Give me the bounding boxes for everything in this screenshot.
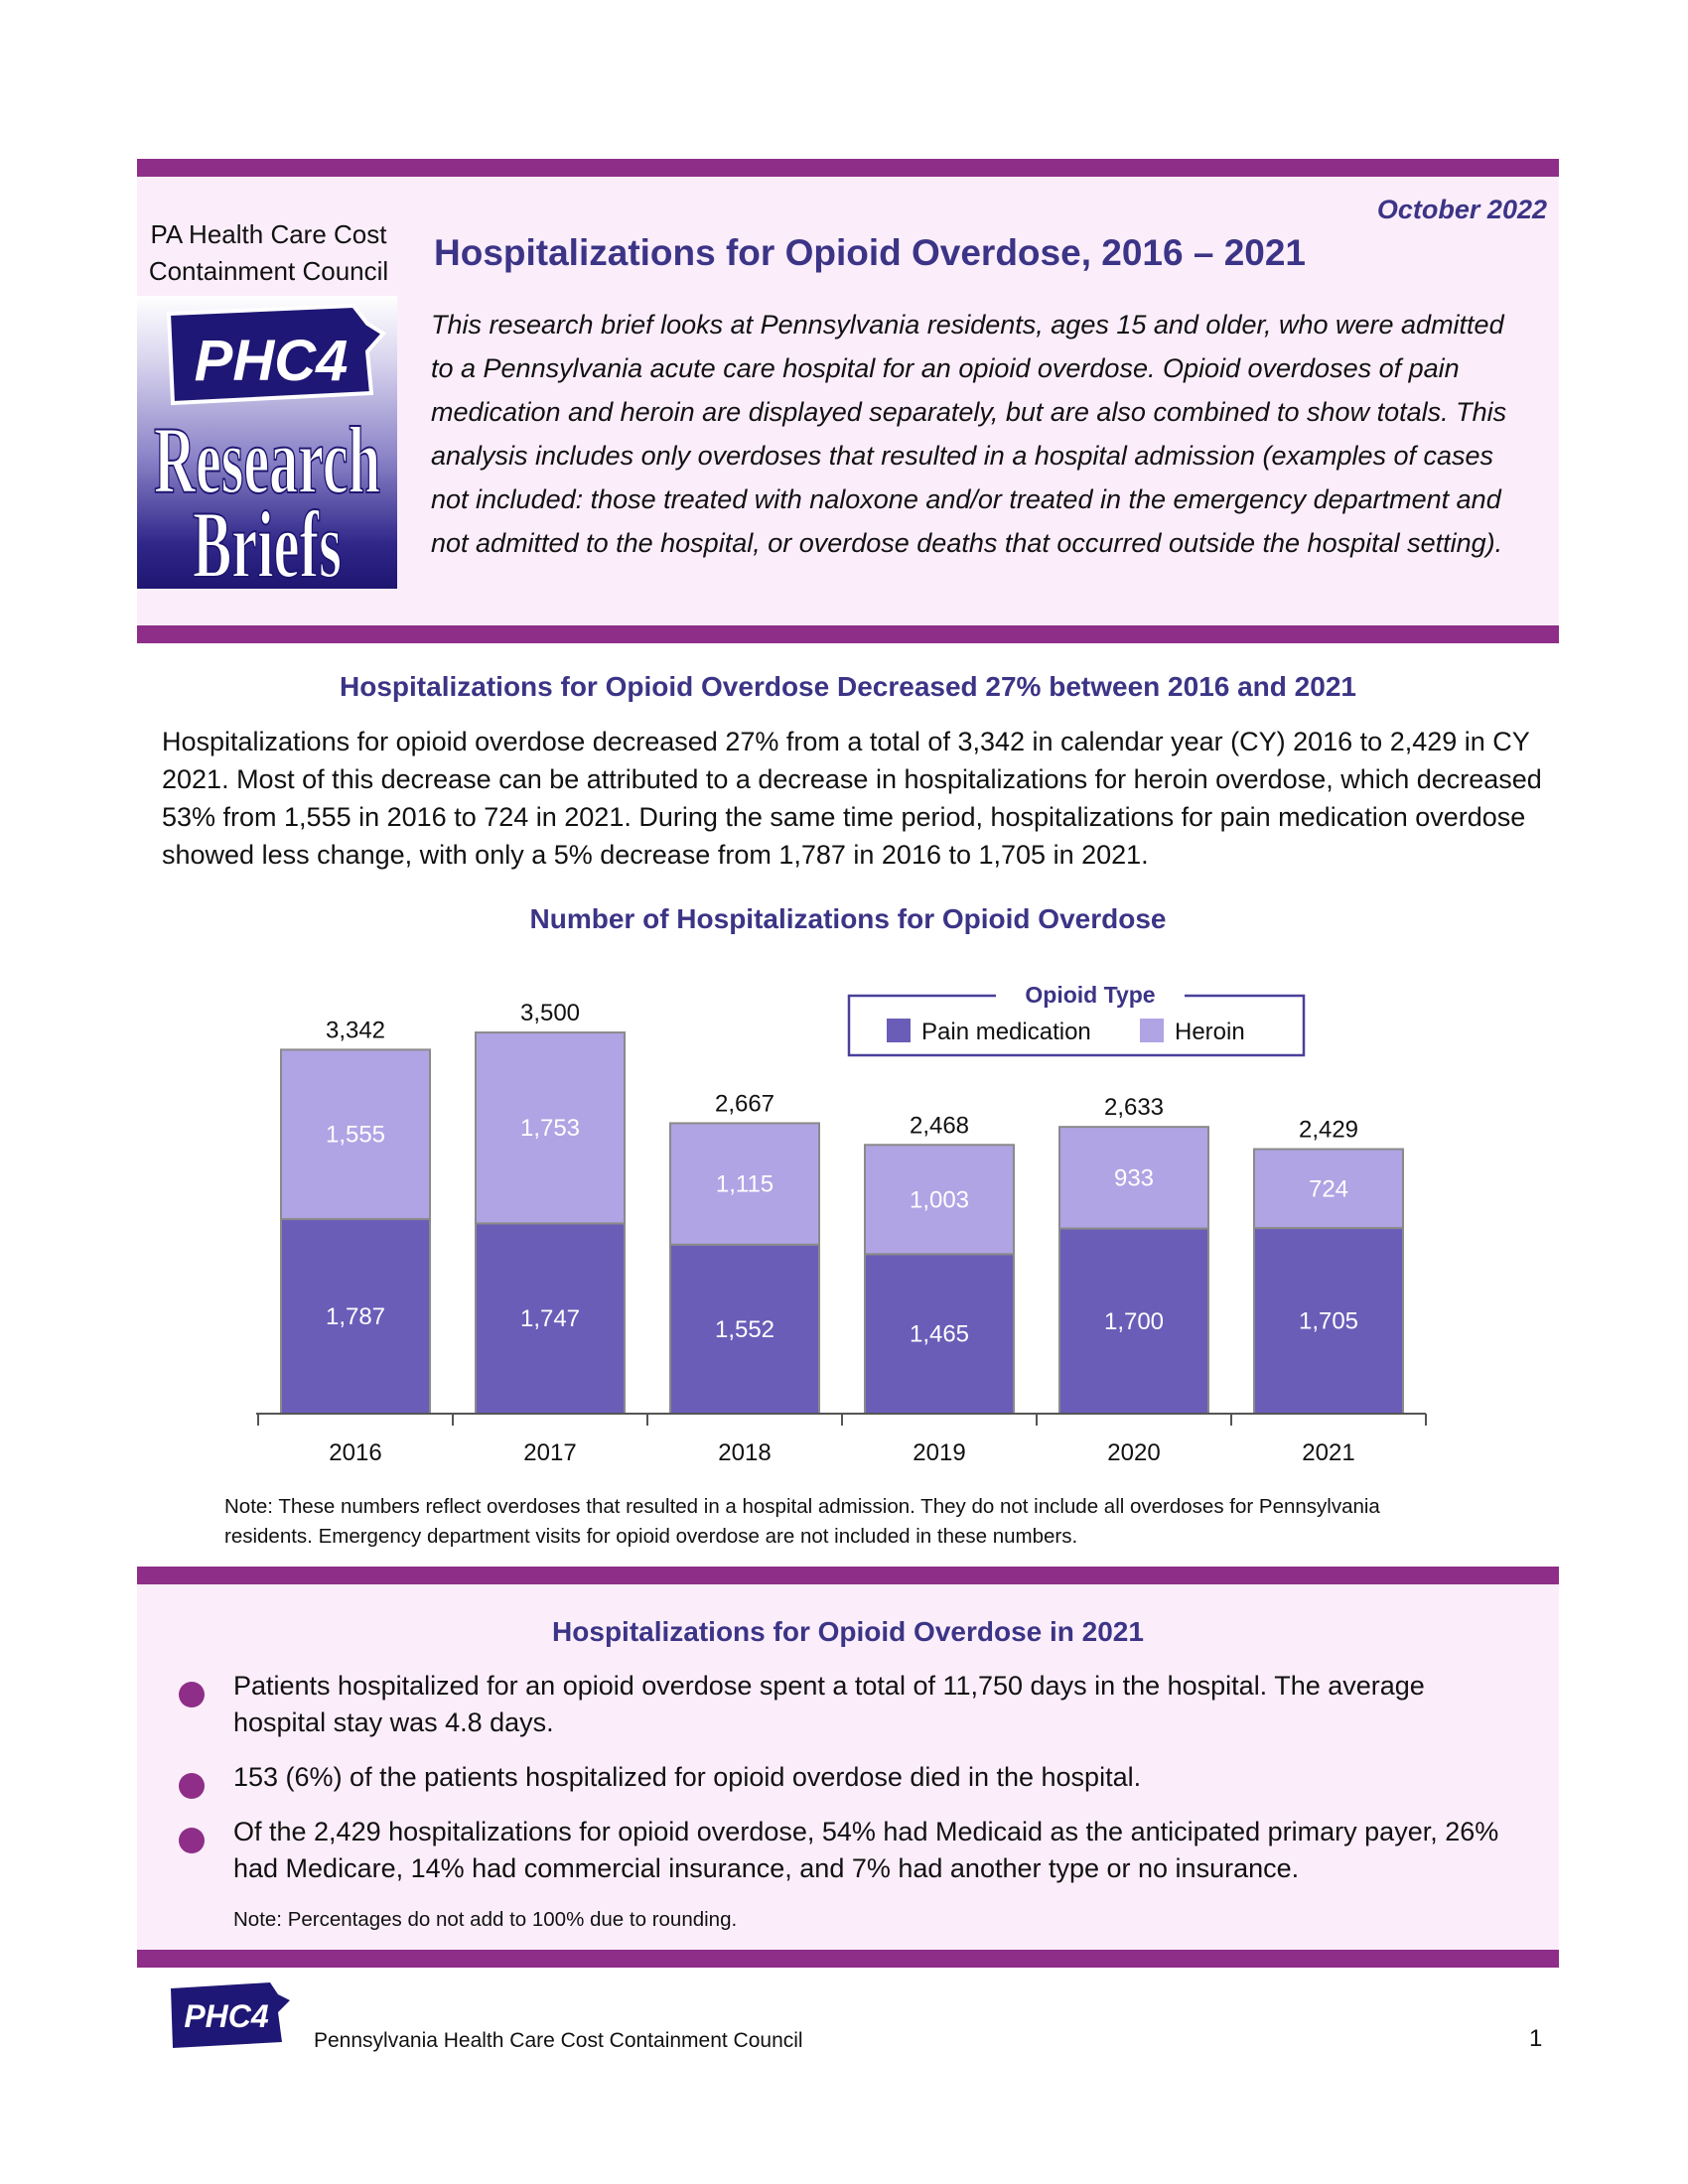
section2-note: Note: Percentages do not add to 100% due to rounding. bbox=[233, 1908, 738, 1931]
data-label-total: 3,342 bbox=[325, 1017, 386, 1044]
data-label-heroin: 1,115 bbox=[715, 1170, 774, 1198]
section2-title: Hospitalizations for Opioid Overdose in 2021 bbox=[552, 1616, 1144, 1647]
x-tick-label: 2017 bbox=[523, 1439, 577, 1466]
legend-label-pain-medication: Pain medication bbox=[921, 1019, 1091, 1045]
data-label-heroin: 1,003 bbox=[909, 1186, 970, 1214]
page-title: Hospitalizations for Opioid Overdose, 2016 – 2021 bbox=[434, 232, 1307, 273]
intro-paragraph: This research brief looks at Pennsylvania residents, ages 15 and older, who were admitted to a Pennsylvania acute care hospital for an opioid overdose. Opioid overdoses of pain medication and heroin are displayed separately, but are also combined to show totals. This analysis includes only overdoses that resulted in a hospital admission (examples of cases not included: those treated with naloxone and/or treated in the emergency department and not admitted to the hospital, or overdose deaths that occurred outside the hospital setting). bbox=[431, 310, 1507, 558]
bars-group bbox=[281, 1000, 1403, 1414]
logo-text: PHC4 bbox=[194, 329, 349, 393]
list-item bbox=[179, 1668, 1509, 1741]
data-label-pain-medication: 1,787 bbox=[325, 1302, 386, 1330]
data-label-total: 2,633 bbox=[1103, 1094, 1165, 1122]
publication-date: October 2022 bbox=[1376, 195, 1547, 224]
data-label-total: 2,429 bbox=[1298, 1116, 1359, 1144]
footer-logo-text: PHC4 bbox=[184, 1998, 269, 2034]
data-label-heroin: 933 bbox=[1113, 1164, 1155, 1192]
footer-phc4-logo bbox=[167, 1980, 294, 2052]
bullet-text: 153 (6%) of the patients hospitalized for opioid overdose died in the hospital. bbox=[233, 1762, 1142, 1792]
bullet-dot-icon bbox=[179, 1682, 205, 1707]
data-label-total: 3,500 bbox=[519, 1000, 581, 1027]
chart-legend bbox=[849, 981, 1304, 1055]
data-label-heroin: 724 bbox=[1308, 1175, 1349, 1203]
data-label-pain-medication: 1,700 bbox=[1103, 1307, 1165, 1335]
bullet-text: Patients hospitalized for an opioid overdose spent a total of 11,750 days in the hospital. The average hospital stay was 4.8 days. bbox=[233, 1671, 1425, 1737]
list-item bbox=[179, 1759, 1509, 1796]
x-tick-label: 2021 bbox=[1302, 1439, 1355, 1466]
footer-org-name: Pennsylvania Health Care Cost Containment Council bbox=[314, 2029, 803, 2052]
data-label-pain-medication: 1,705 bbox=[1298, 1307, 1359, 1335]
chart-note: Note: These numbers reflect overdoses that resulted in a hospital admission. They do not include all overdoses for Pennsylvania residents. Emergency department visits for opioid overdose are not included in these numbers. bbox=[224, 1495, 1380, 1548]
bullet-dot-icon bbox=[179, 1773, 205, 1799]
data-label-pain-medication: 1,465 bbox=[909, 1320, 970, 1348]
x-tick-label: 2016 bbox=[329, 1439, 382, 1466]
section1-title: Hospitalizations for Opioid Overdose Decreased 27% between 2016 and 2021 bbox=[340, 671, 1356, 702]
chart-title: Number of Hospitalizations for Opioid Overdose bbox=[529, 903, 1167, 934]
list-item bbox=[179, 1814, 1509, 1887]
legend-title: Opioid Type bbox=[1025, 982, 1156, 1008]
page-number: 1 bbox=[1529, 2025, 1543, 2052]
x-axis-ticks bbox=[258, 1414, 1426, 1466]
legend-swatch-pain-medication bbox=[887, 1019, 911, 1042]
org-name: PA Health Care Cost Containment Council bbox=[148, 219, 389, 286]
findings-list bbox=[179, 1668, 1509, 1905]
x-tick-label: 2019 bbox=[913, 1439, 966, 1466]
logo-subtitle-briefs: Briefs bbox=[193, 491, 342, 598]
x-tick-label: 2018 bbox=[718, 1439, 772, 1466]
section2-bottom-rule bbox=[137, 1950, 1559, 1968]
x-tick-label: 2020 bbox=[1107, 1439, 1161, 1466]
bullet-dot-icon bbox=[179, 1828, 205, 1853]
bullet-text: Of the 2,429 hospitalizations for opioid overdose, 54% had Medicaid as the anticipated primary payer, 26% had Medicare, 14% had commercial insurance, and 7% had another type or no insurance. bbox=[233, 1817, 1499, 1883]
section1-paragraph: Hospitalizations for opioid overdose decreased 27% from a total of 3,342 in calendar year (CY) 2016 to 2,429 in CY 2021. Most of this decrease can be attributed to a decrease in hospitalizations for heroin overdose, which decreased 53% from 1,555 in 2016 to 724 in 2021. During the same time period, hospitalizations for pain medication overdose showed less change, with only a 5% decrease from 1,787 in 2016 to 1,705 in 2021. bbox=[162, 727, 1542, 870]
legend-label-heroin: Heroin bbox=[1175, 1019, 1245, 1045]
data-label-total: 2,468 bbox=[909, 1112, 970, 1140]
data-label-heroin: 1,753 bbox=[519, 1115, 581, 1143]
data-label-total: 2,667 bbox=[714, 1090, 775, 1118]
data-label-pain-medication: 1,747 bbox=[519, 1305, 581, 1333]
legend-swatch-heroin bbox=[1140, 1019, 1164, 1042]
logo-subtitle-research: Research bbox=[154, 407, 380, 513]
data-label-heroin: 1,555 bbox=[325, 1121, 386, 1149]
section2-top-rule bbox=[137, 1567, 1559, 1584]
data-label-pain-medication: 1,552 bbox=[714, 1315, 775, 1343]
